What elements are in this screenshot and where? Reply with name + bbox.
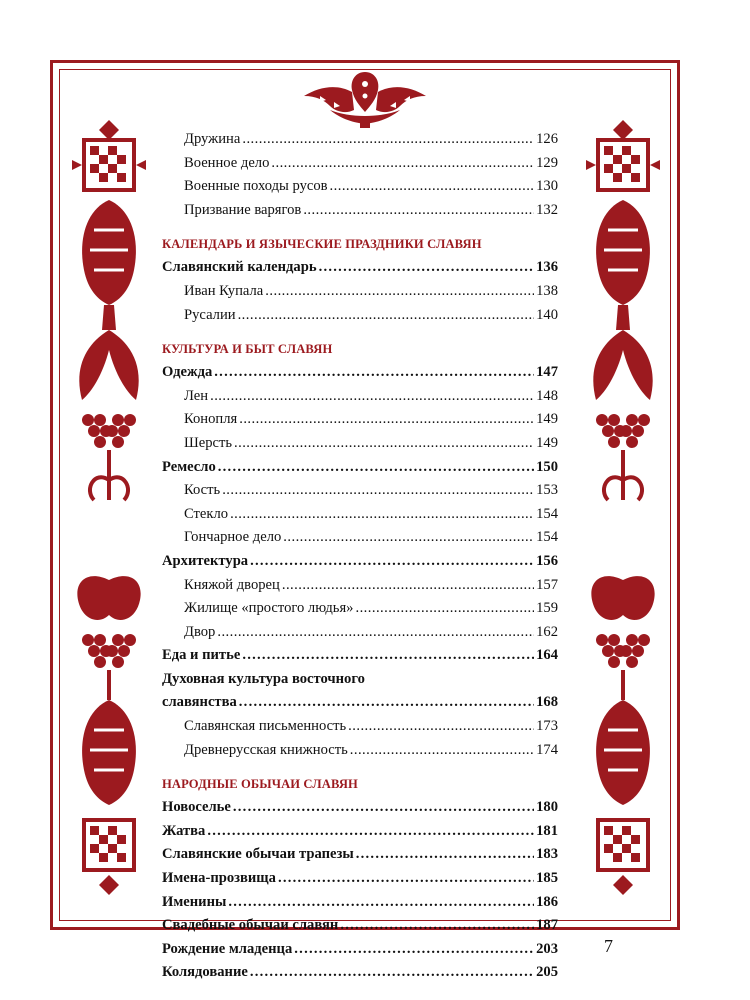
toc-entry <box>162 280 558 304</box>
dot-leader <box>214 361 534 385</box>
toc-entry-title: Шерсть <box>184 434 233 451</box>
dot-leader <box>355 597 534 621</box>
dot-leader <box>234 432 534 456</box>
dot-leader <box>348 715 534 739</box>
toc-entry <box>162 597 558 621</box>
toc-entry-page: 147 <box>536 364 558 381</box>
page-number: 7 <box>604 936 613 956</box>
dot-leader <box>303 199 534 223</box>
toc-entry-title: Одежда <box>162 364 213 381</box>
dot-leader <box>282 574 534 598</box>
toc-entry <box>162 456 558 480</box>
toc-entry-title-line1: Духовная культура восточного <box>162 670 365 687</box>
section-heading-customs: НАРОДНЫЕ ОБЫЧАИ СЛАВЯН <box>162 777 358 792</box>
toc-entry <box>162 432 558 456</box>
toc-entry-title: Призвание варягов <box>184 201 302 218</box>
toc-entry <box>162 621 558 645</box>
section-heading-culture: КУЛЬТУРА И БЫТ СЛАВЯН <box>162 342 333 357</box>
dot-leader <box>350 739 534 763</box>
dot-leader <box>233 796 534 820</box>
toc-entry <box>162 691 558 715</box>
toc-entry <box>162 385 558 409</box>
toc-entry-title: Колядование <box>162 964 248 981</box>
toc-entry-page: 162 <box>536 623 558 640</box>
dot-leader <box>218 456 534 480</box>
left-column-ornament-icon <box>64 100 154 920</box>
dot-leader <box>242 644 534 668</box>
toc-entry-page: 150 <box>536 458 558 475</box>
toc-entry-title: Лен <box>184 387 209 404</box>
toc-entry <box>162 843 558 867</box>
dot-leader <box>217 621 534 645</box>
dot-leader <box>278 867 534 891</box>
dot-leader <box>239 408 534 432</box>
dot-leader <box>340 914 534 938</box>
toc-entry <box>162 961 558 985</box>
toc-entry-page: 154 <box>536 505 558 522</box>
toc-entry-title: Иван Купала <box>184 282 264 299</box>
toc-entry <box>162 503 558 527</box>
toc-entry-page: 149 <box>536 434 558 451</box>
toc-entry <box>162 304 558 328</box>
toc-entry-title: Жилище «простого людья» <box>184 600 354 617</box>
dot-leader <box>283 526 534 550</box>
toc-entry-title: Именины <box>162 893 227 910</box>
dot-leader <box>265 280 534 304</box>
toc-entry-title: Стекло <box>184 505 229 522</box>
dot-leader <box>207 820 534 844</box>
toc-entry-page: 149 <box>536 411 558 428</box>
toc-entry-title: Гончарное дело <box>184 529 282 546</box>
dot-leader <box>250 550 534 574</box>
toc-entry-title: Кость <box>184 482 221 499</box>
toc-entry <box>162 715 558 739</box>
dot-leader <box>238 304 535 328</box>
toc-entry <box>162 796 558 820</box>
toc-entry-multiline <box>162 668 558 692</box>
dot-leader <box>294 938 534 962</box>
toc-entry <box>162 361 558 385</box>
toc-entry-page: 173 <box>536 718 558 735</box>
toc-entry-title: славянства <box>162 694 237 711</box>
dot-leader <box>230 503 534 527</box>
toc-entry-title: Княжой дворец <box>184 576 280 593</box>
toc-entry <box>162 408 558 432</box>
toc-entry-page: 164 <box>536 647 558 664</box>
toc-entry <box>162 938 558 962</box>
toc-entry <box>162 152 558 176</box>
section-heading-calendar: КАЛЕНДАРЬ И ЯЗЫЧЕСКИЕ ПРАЗДНИКИ СЛАВЯН <box>162 237 482 252</box>
toc-entry-page: 205 <box>536 964 558 981</box>
toc-entry-page: 136 <box>536 259 558 276</box>
toc-entry-page: 186 <box>536 893 558 910</box>
toc-entry-page: 181 <box>536 822 558 839</box>
top-bird-ornament-icon <box>290 66 440 130</box>
toc-entry-page: 132 <box>536 201 558 218</box>
toc-entry <box>162 914 558 938</box>
toc-entry-page: 180 <box>536 799 558 816</box>
toc-entry <box>162 891 558 915</box>
toc-entry-page: 153 <box>536 482 558 499</box>
toc-entry <box>162 479 558 503</box>
toc-entry-page: 183 <box>536 846 558 863</box>
toc-entry <box>162 526 558 550</box>
toc-entry-title: Военные походы русов <box>184 178 328 195</box>
toc-entry-page: 168 <box>536 694 558 711</box>
toc-entry <box>162 739 558 763</box>
toc-entry-page: 148 <box>536 387 558 404</box>
toc-entry-title: Дружина <box>184 131 241 147</box>
toc-entry-page: 174 <box>536 741 558 758</box>
toc-entry <box>162 128 558 152</box>
dot-leader <box>239 691 534 715</box>
dot-leader <box>356 843 534 867</box>
toc-entry-title: Русалии <box>184 306 236 323</box>
dot-leader <box>319 256 535 280</box>
toc-entry-title: Свадебные обычаи славян <box>162 917 339 934</box>
toc-entry-title: Конопля <box>184 411 238 428</box>
dot-leader <box>228 891 534 915</box>
toc-entry-page: 138 <box>536 282 558 299</box>
dot-leader <box>250 961 534 985</box>
toc-entry <box>162 550 558 574</box>
dot-leader <box>330 175 535 199</box>
table-of-contents <box>162 128 558 985</box>
dot-leader <box>271 152 534 176</box>
toc-entry-title: Новоселье <box>162 799 231 816</box>
toc-entry-title: Архитектура <box>162 552 249 569</box>
toc-entry-title: Древнерусская книжность <box>184 741 348 758</box>
toc-entry-title: Имена-прозвища <box>162 870 276 887</box>
toc-entry-page: 140 <box>536 306 558 323</box>
toc-entry-title: Двор <box>184 623 216 640</box>
dot-leader <box>242 128 534 152</box>
toc-entry-title: Славянские обычаи трапезы <box>162 846 354 863</box>
right-column-ornament-icon <box>578 100 668 920</box>
dot-leader <box>222 479 534 503</box>
toc-entry-title: Еда и питье <box>162 647 241 664</box>
toc-entry-title: Славянская письменность <box>184 718 347 735</box>
toc-entry <box>162 820 558 844</box>
toc-entry-page: 185 <box>536 870 558 887</box>
toc-entry-page: 154 <box>536 529 558 546</box>
toc-entry-title: Военное дело <box>184 154 270 171</box>
toc-entry <box>162 199 558 223</box>
toc-entry-page: 203 <box>536 940 558 957</box>
toc-entry-page: 159 <box>536 600 558 617</box>
dot-leader <box>210 385 534 409</box>
toc-entry-title: Ремесло <box>162 458 216 475</box>
toc-entry <box>162 644 558 668</box>
toc-entry-page: 187 <box>536 917 558 934</box>
toc-entry <box>162 175 558 199</box>
toc-entry <box>162 574 558 598</box>
toc-entry-page: 126 <box>536 131 558 147</box>
toc-entry-page: 156 <box>536 552 558 569</box>
toc-entry-page: 129 <box>536 154 558 171</box>
toc-entry-page: 157 <box>536 576 558 593</box>
toc-entry-title: Рождение младенца <box>162 940 293 957</box>
toc-entry <box>162 256 558 280</box>
toc-entry <box>162 867 558 891</box>
toc-entry-page: 130 <box>536 178 558 195</box>
toc-entry-title: Жатва <box>162 822 206 839</box>
toc-entry-title: Славянский календарь <box>162 259 317 276</box>
